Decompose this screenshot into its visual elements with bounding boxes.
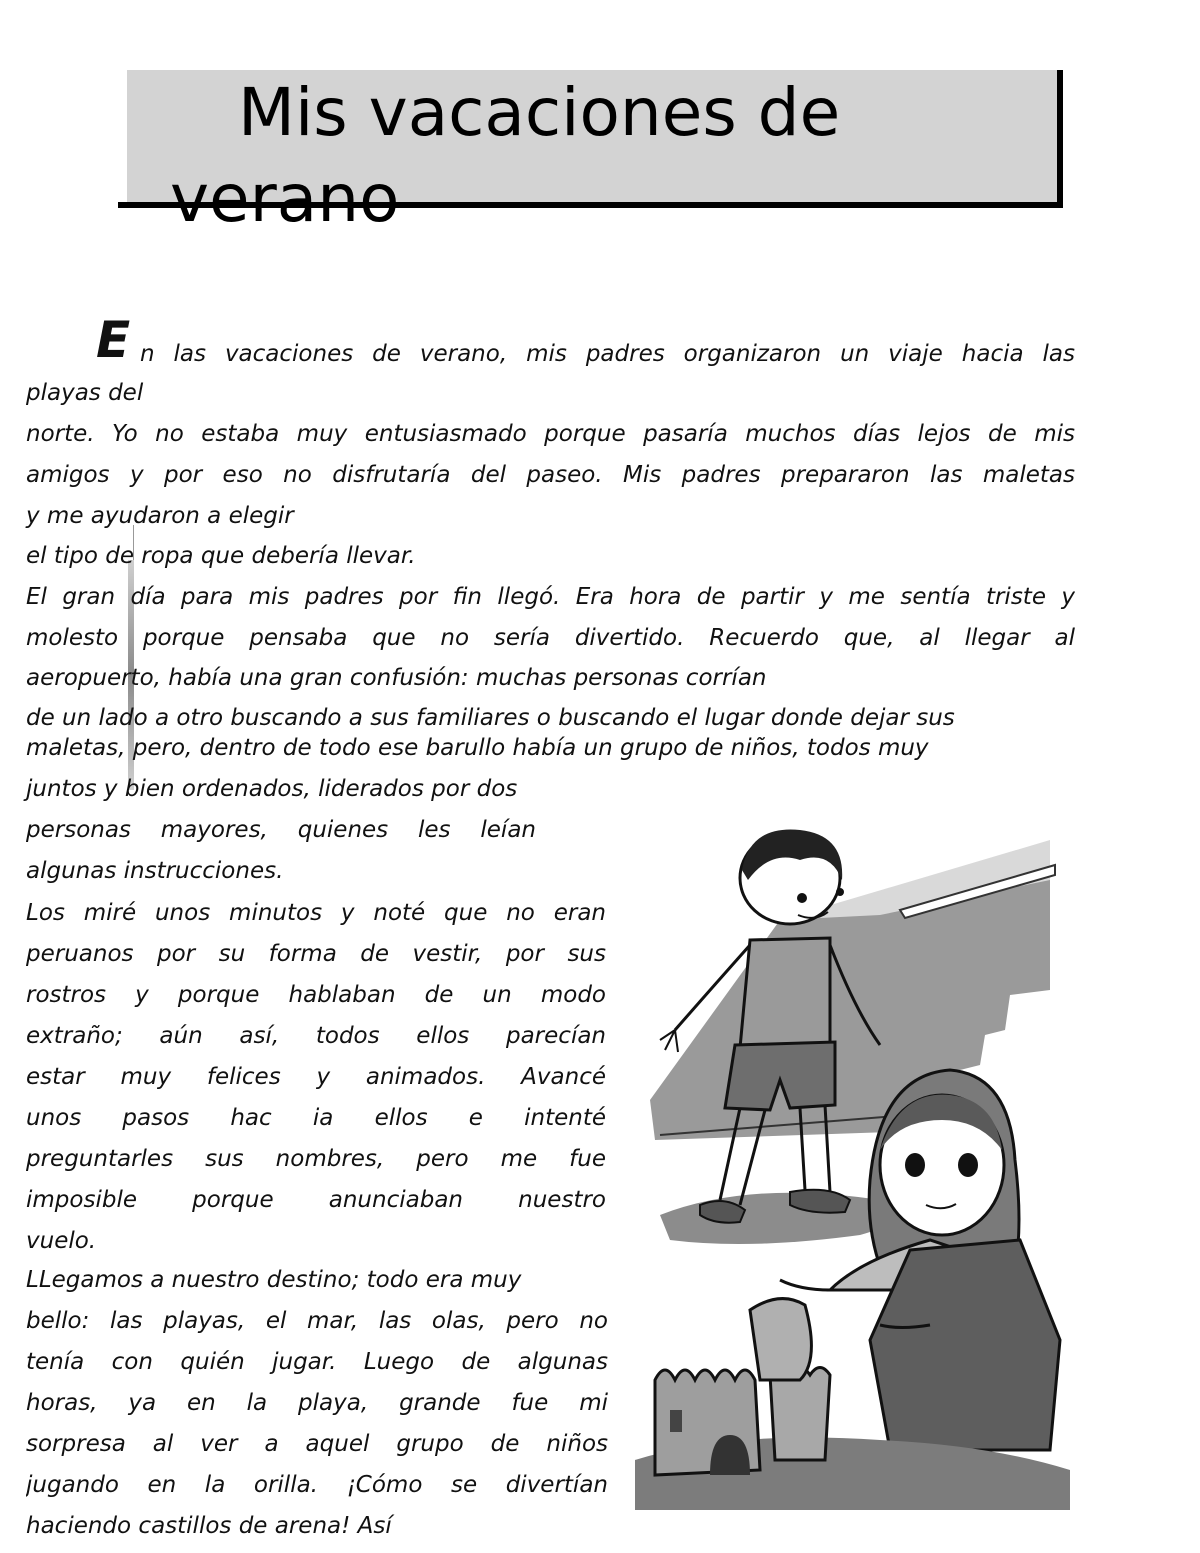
text-line: imposible porque anunciaban nuestro: [26, 1187, 606, 1213]
text-line: jugando en la orilla. ¡Cómo se divertían: [26, 1472, 608, 1498]
text-line: amigos y por eso no disfrutaría del paseo. Mis padres prepararon las maletas: [26, 462, 1075, 488]
text-line: norte. Yo no estaba muy entusiasmado porque pasaría muchos días lejos de mis: [26, 421, 1075, 447]
page-title-line-2: verano: [170, 160, 400, 237]
text-line: sorpresa al ver a aquel grupo de niños: [26, 1431, 608, 1457]
text-line: LLegamos a nuestro destino; todo era muy: [26, 1267, 522, 1293]
text-line: preguntarles sus nombres, pero me fue: [26, 1146, 606, 1172]
text-line: estar muy felices y animados. Avancé: [26, 1064, 606, 1090]
text-line: juntos y bien ordenados, liderados por dos: [26, 776, 518, 802]
text-line: El gran día para mis padres por fin llegó. Era hora de partir y me sentía triste y: [26, 584, 1075, 610]
text-line: bello: las playas, el mar, las olas, pero no: [26, 1308, 608, 1334]
text-line: el tipo de ropa que debería llevar.: [26, 543, 416, 569]
text-line: unos pasos hac ia ellos e intenté: [26, 1105, 606, 1131]
text-line: aeropuerto, había una gran confusión: muchas personas corrían: [26, 665, 767, 691]
text-line: haciendo castillos de arena! Así: [26, 1513, 392, 1539]
text-line: vuelo.: [26, 1228, 97, 1254]
text-line: de un lado a otro buscando a sus familiares o buscando el lugar donde dejar sus: [26, 705, 955, 731]
text-line: molesto porque pensaba que no sería divertido. Recuerdo que, al llegar al: [26, 625, 1075, 651]
text-line: maletas, pero, dentro de todo ese barullo había un grupo de niños, todos muy: [26, 735, 929, 761]
text-line: Los miré unos minutos y noté que no eran: [26, 900, 606, 926]
text-line: playas del: [26, 380, 144, 406]
text-line: y me ayudaron a elegir: [26, 503, 294, 529]
text-line: tenía con quién jugar. Luego de algunas: [26, 1349, 608, 1375]
text-line: peruanos por su forma de vestir, por sus: [26, 941, 606, 967]
drop-cap: E: [96, 311, 131, 369]
text-line: horas, ya en la playa, grande fue mi: [26, 1390, 608, 1416]
text-line: extraño; aún así, todos ellos parecían: [26, 1023, 606, 1049]
page-title-line-1: Mis vacaciones de: [238, 74, 841, 151]
text-line: rostros y porque hablaban de un modo: [26, 982, 606, 1008]
beach-children-illustration: [630, 820, 1080, 1510]
text-line: n las vacaciones de verano, mis padres organizaron un viaje hacia las: [140, 341, 1075, 367]
text-line: algunas instrucciones.: [26, 858, 284, 884]
text-line: personas mayores, quienes les leían: [26, 817, 536, 843]
